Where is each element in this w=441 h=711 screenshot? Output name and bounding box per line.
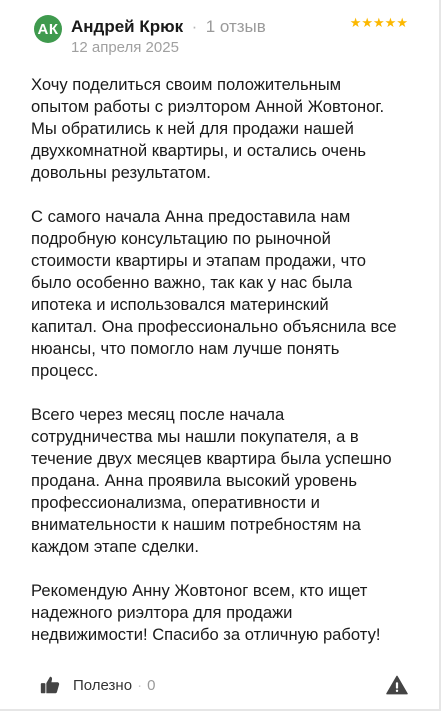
warning-icon[interactable] [386,674,408,696]
review-paragraph: Рекомендую Анну Жовтоног всем, кто ищет надежного риэлтора для продажи недвижимости! Спасибо за отличную работу! [31,581,381,644]
review-paragraph: Всего через месяц после начала сотрудничества мы нашли покупателя, а в течение двух месяцев квартира была успешно продана. Анна проявила высокий уровень профессионализма, оперативности и внимательности к нашим потребностям на каждом этапе сделки. [31,405,392,556]
helpful-count: 0 [147,676,156,694]
review-text [31,74,426,668]
avatar[interactable]: АК [34,15,62,43]
review-paragraph: С самого начала Анна предоставила нам подробную консультацию по рыночной стоимости квартиры и этапам продажи, что было особенно важно, так как у нас была ипотека и использовался материнский капитал. Она профессионально объяснила все нюансы, что помогло нам лучше понять процесс. [31,207,397,380]
review-paragraph: Хочу поделиться своим положительным опытом работы с риэлтором Анной Жовтоног. Мы обратились к ней для продажи нашей двухкомнатной квартиры, и остались очень довольны результатом. [31,75,385,182]
author-reviews-count[interactable]: 1 отзыв [205,17,266,36]
review-header [34,15,414,60]
helpful-button[interactable] [31,671,171,699]
thumbs-up-icon [39,674,61,696]
review-date: 12 апреля 2025 [71,39,179,56]
separator-dot: · [191,17,198,36]
helpful-label: Полезно [73,676,133,694]
review-footer [31,671,411,699]
author-line [71,17,266,37]
rating-stars: ★★★★★ [349,15,408,30]
separator-dot: · [137,676,143,694]
author-name[interactable]: Андрей Крюк [71,17,184,36]
